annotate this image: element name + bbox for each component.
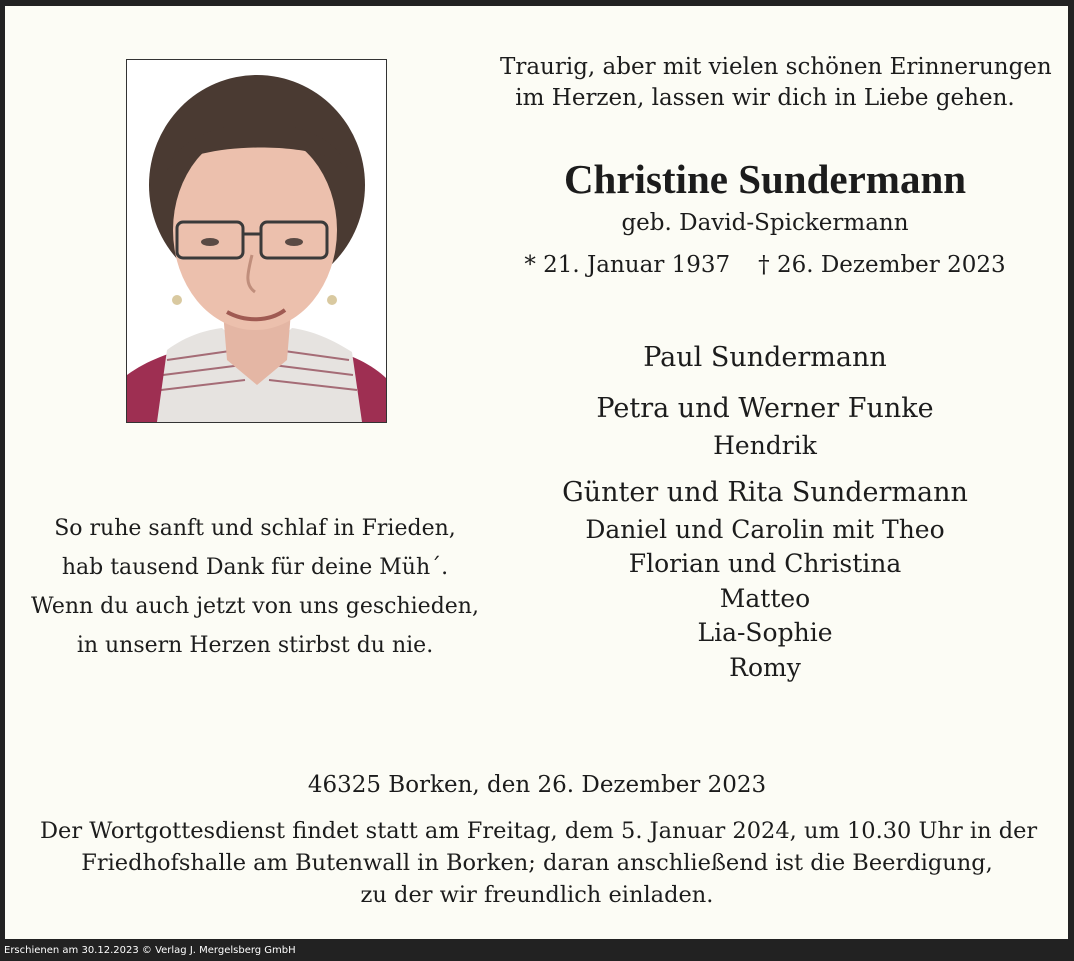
- family-member: Romy: [729, 653, 801, 682]
- poem-line: So ruhe sanft und schlaf in Frieden,: [54, 516, 456, 541]
- portrait-photo: [126, 59, 387, 423]
- poem-line: Wenn du auch jetzt von uns geschieden,: [31, 594, 479, 619]
- family-member: Günter und Rita Sundermann: [562, 477, 968, 508]
- service-info: [40, 815, 1038, 911]
- intro-line: im Herzen, lassen wir dich in Liebe gehen.: [515, 85, 1015, 111]
- family-member: Florian und Christina: [628, 549, 902, 578]
- place-date: 46325 Borken, den 26. Dezember 2023: [307, 772, 767, 798]
- family-member: Matteo: [719, 584, 811, 613]
- service-line: Friedhofshalle am Butenwall in Borken; daran anschließend ist die Beerdigung,: [81, 850, 993, 876]
- family-member: Paul Sundermann: [643, 342, 887, 373]
- family-member: Petra und Werner Funke: [596, 393, 934, 424]
- deceased-name: Christine Sundermann: [563, 156, 967, 202]
- service-line: Der Wortgottesdienst findet statt am Freitag, dem 5. Januar 2024, um 10.30 Uhr in der: [40, 818, 1038, 844]
- birth-name: geb. David-Spickermann: [621, 210, 909, 236]
- publication-footer: Erschienen am 30.12.2023 © Verlag J. Mergelsberg GmbH: [4, 945, 296, 956]
- family-member: Lia-Sophie: [697, 618, 833, 647]
- poem-line: hab tausend Dank für deine Müh´.: [61, 555, 449, 580]
- poem-line: in unsern Herzen stirbst du nie.: [76, 633, 434, 658]
- intro-line: Traurig, aber mit vielen schönen Erinnerungen: [500, 54, 1052, 80]
- death-date: † 26. Dezember 2023: [758, 252, 1006, 278]
- birth-date: * 21. Januar 1937: [524, 252, 731, 278]
- family-member: Hendrik: [713, 431, 817, 460]
- service-line: zu der wir freundlich einladen.: [360, 882, 714, 908]
- family-member: Daniel und Carolin mit Theo: [585, 515, 945, 544]
- intro-text: [500, 52, 1052, 114]
- life-dates: [480, 252, 1050, 278]
- poem: [20, 509, 490, 665]
